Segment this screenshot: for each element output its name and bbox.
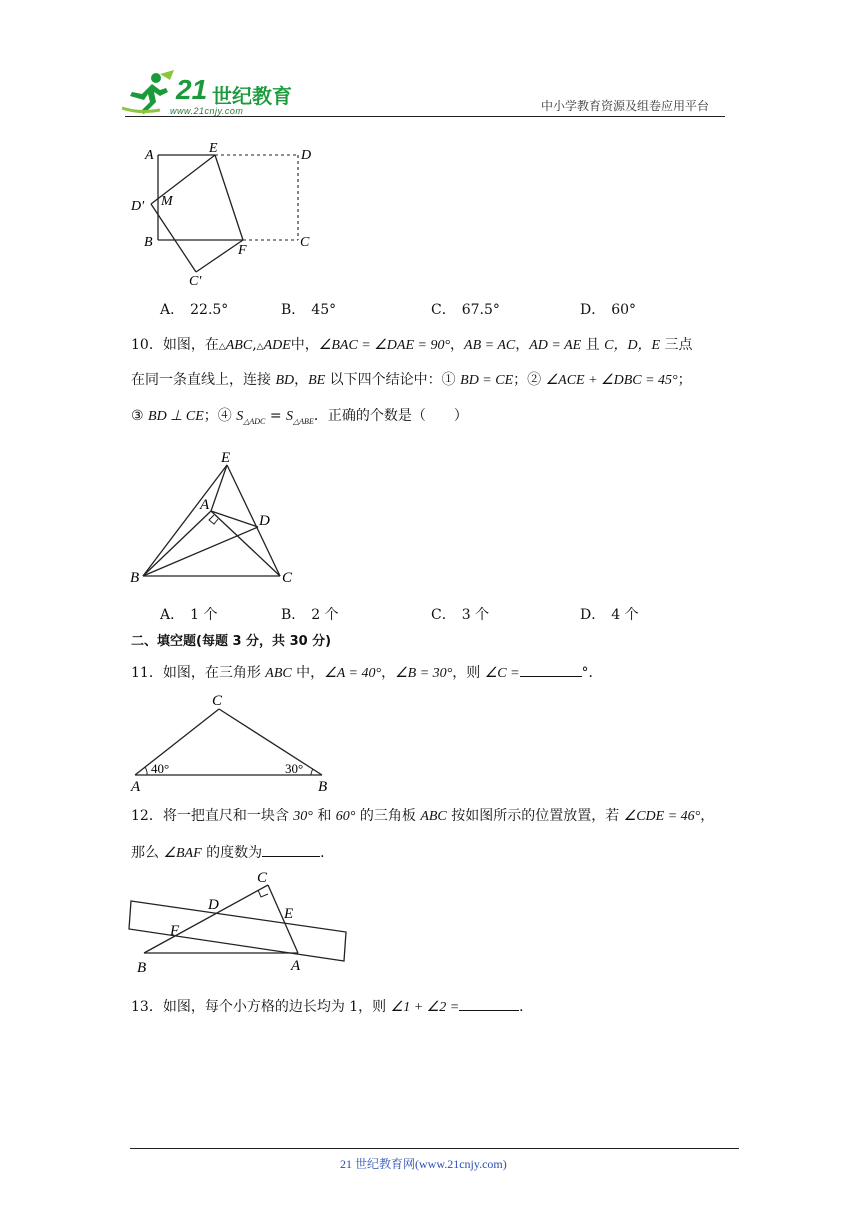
fig10-line-EC — [227, 465, 280, 576]
section-2-title: 二、填空题(每题 3 分，共 30 分) — [131, 634, 332, 649]
fig11-arc-B — [311, 769, 313, 775]
fig10-line-AE — [211, 465, 227, 511]
fig9-label-A: A — [145, 148, 154, 163]
q10-line-3: ③ BD ⊥ CE；④ $S_{\triangle ADC} = S_{\triangle ABE}$．正确的个数是（ ） — [131, 408, 468, 426]
header-logo — [120, 68, 300, 118]
figure-q9 — [125, 140, 325, 290]
q9-option-b: B． 45° — [281, 302, 337, 318]
figure-q10 — [125, 445, 305, 590]
fig9-line-EF — [215, 155, 243, 240]
q10-option-d: D． 4 个 — [580, 607, 639, 623]
q13-answer-blank[interactable] — [459, 996, 519, 1011]
fig10-label-C: C — [282, 570, 293, 586]
header-rule — [125, 116, 725, 117]
fig12-ruler — [129, 901, 346, 961]
q10-line-2: 在同一条直线上，连接 BD，BE 以下四个结论中：① BD = CE；② ∠ACE + ∠DBC = 45°； — [131, 372, 692, 388]
fig12-line-BC — [144, 885, 268, 953]
fig12-line-CA — [268, 885, 298, 953]
fig10-line-BE — [143, 465, 227, 576]
fig11-label-C: C — [212, 693, 223, 709]
fig9-line-C'F — [196, 240, 243, 272]
q13-text: 13．如图，每个小方格的边长均为 1，则 ∠1 + ∠2 = ． — [131, 996, 533, 1018]
logo-url: www.21cnjy.com — [170, 106, 244, 116]
fig12-label-C: C — [257, 870, 268, 886]
fig11-label-A: A — [131, 779, 141, 795]
fig12-label-A: A — [291, 958, 301, 974]
figure-q12 — [125, 865, 365, 980]
q10-option-c: C． 3 个 — [431, 607, 490, 623]
fig12-label-F: F — [170, 923, 180, 939]
fig9-label-B: B — [144, 235, 153, 250]
fig11-arc-A — [145, 767, 147, 775]
fig12-label-E: E — [284, 906, 294, 922]
fig9-label-Cprime: C' — [189, 274, 202, 289]
header-platform-text: 中小学教育资源及组卷应用平台 — [541, 99, 710, 113]
fig10-line-AD — [211, 511, 258, 527]
fig11-angle-A: 40° — [151, 761, 170, 776]
fig11-angle-B: 30° — [285, 761, 304, 776]
footer-rule — [130, 1148, 739, 1149]
fig11-line-CB — [219, 709, 322, 775]
fig11-label-B: B — [318, 779, 328, 795]
q9-option-c: C． 67.5° — [431, 302, 500, 318]
footer-text: 21 世纪教育网(www.21cnjy.com) — [340, 1157, 507, 1171]
q10-option-b: B． 2 个 — [281, 607, 339, 623]
fig12-label-D: D — [208, 897, 219, 913]
fig10-label-E: E — [221, 450, 231, 466]
fig9-label-D: D — [301, 148, 312, 163]
q12-line-2: 那么 ∠BAF 的度数为 ． — [131, 842, 334, 864]
q11-text: 11．如图，在三角形 ABC 中，∠A = 40°，∠B = 30°，则 ∠C = °． — [131, 662, 603, 684]
q11-answer-blank[interactable] — [520, 662, 582, 677]
fig11-line-AC — [135, 709, 219, 775]
q10-option-a: A． 1 个 — [160, 607, 218, 623]
q12-answer-blank[interactable] — [262, 842, 320, 857]
q12-line-1: 12．将一把直尺和一块含 30° 和 60° 的三角板 ABC 按如图所示的位置放置，若 ∠CDE = 46°， — [131, 808, 715, 824]
logo-text: 世纪教育 — [212, 84, 292, 108]
fig10-line-BA — [143, 511, 211, 576]
fig12-right-angle-mark — [258, 890, 268, 897]
fig10-label-D: D — [259, 513, 270, 529]
q9-option-d: D． 60° — [580, 302, 637, 318]
q10-line-1: 10．如图，在△ABC,△ADE中，∠BAC = ∠DAE = 90°，AB = AC，AD = AE 且 C，D，E 三点 — [131, 337, 693, 353]
figure-q11 — [125, 688, 335, 798]
fig9-label-M: M — [161, 194, 173, 209]
fig10-label-A: A — [200, 497, 210, 513]
fig10-line-BD — [143, 527, 258, 576]
q9-option-a: A． 22.5° — [160, 302, 229, 318]
logo-number: 21 — [176, 74, 208, 105]
fig9-label-Dprime: D' — [131, 199, 145, 214]
fig12-label-B: B — [137, 960, 147, 976]
fig9-label-C: C — [300, 235, 310, 250]
fig9-label-F: F — [238, 243, 247, 258]
fig10-label-B: B — [130, 570, 140, 586]
fig9-label-E: E — [209, 141, 218, 156]
